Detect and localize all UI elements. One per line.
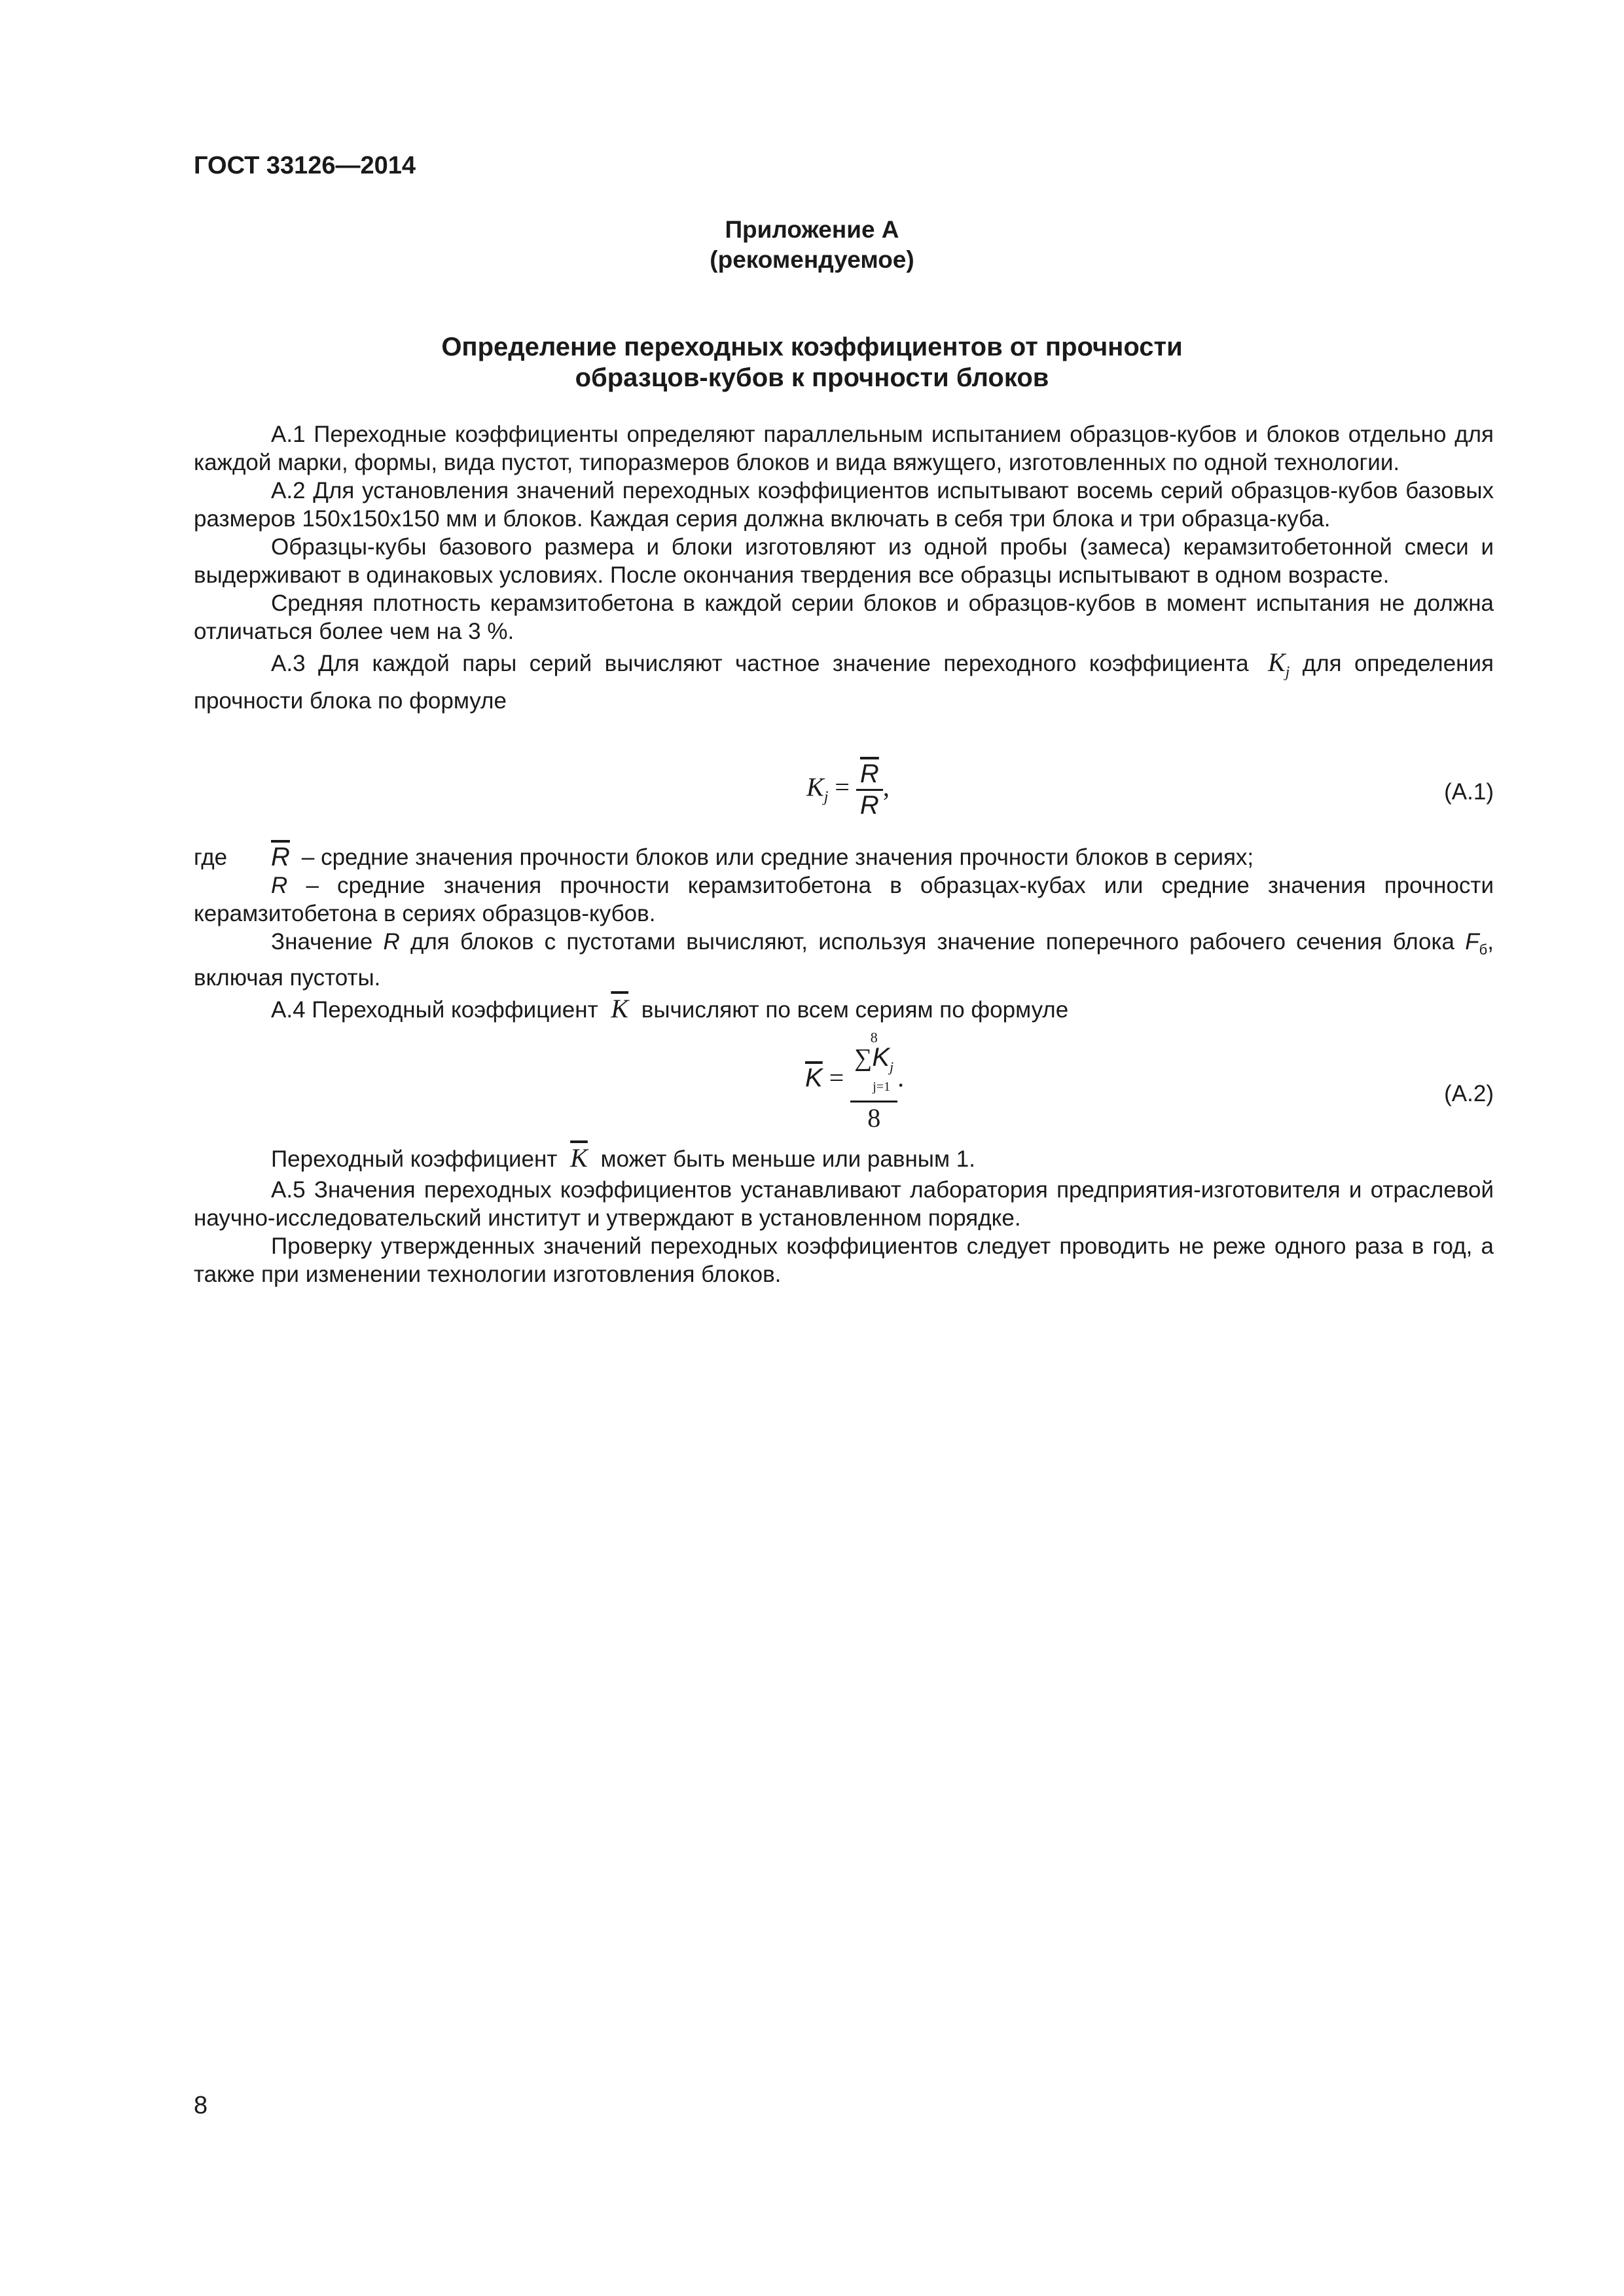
paragraph-a3-text: А.3 Для каждой пары серий вычисляют частное значение переходного коэффициента [271, 651, 1249, 676]
formula-a2-number: (А.2) [1444, 1081, 1494, 1106]
paragraph-a5b: Проверку утвержденных значений переходных коэффициентов следует проводить не реже одного раза в год, а также при изменении технологии изготовления блоков. [194, 1233, 1494, 1287]
body-text-block-2 [194, 843, 1494, 1024]
r-bar-symbol: $\overline{R}$ [271, 843, 290, 871]
formula-a2-fraction: 8 $\sum K_j$ j=1 8 [850, 1028, 897, 1133]
body-text-block-3 [194, 1144, 1494, 1288]
formula-a1-k: K [806, 772, 824, 802]
formula-a2-k: $\overline{K}$ [805, 1063, 823, 1093]
paragraph-a1: А.1 Переходные коэффициенты определяют параллельным испытанием образцов-кубов и блоков отдельно для каждой марки, формы, вида пустот, типоразмеров блоков и вида вяжущего, изготовленных по одной технологии. [194, 422, 1494, 475]
document-code: ГОСТ 33126—2014 [194, 152, 416, 179]
paragraph-k-note: Переходный коэффициент $\overline{K}$ может быть меньше или равным 1. [271, 1143, 975, 1173]
k-bar-symbol: $\overline{K}$ [611, 994, 629, 1023]
body-text-block-1 [194, 420, 1494, 715]
paragraph-a2b: Образцы-кубы базового размера и блоки изготовляют из одной пробы (замеса) керамзитобетонной смеси и выдерживают в одинаковых условиях. После окончания твердения все образцы испытывают в одном возрасте. [194, 534, 1494, 588]
paragraph-a5: А.5 Значения переходных коэффициентов устанавливают лаборатория предприятия-изготовителя и отраслевой научно-исследовательский институт и утверждают в установленном порядке. [194, 1177, 1494, 1231]
where-line-2: R – средние значения прочности керамзитобетона в образцах-кубах или средние значения прочности керамзитобетона в сериях образцов-кубов. [194, 873, 1494, 926]
paragraph-a3 [194, 648, 1494, 715]
annex-title: Приложение А [725, 216, 899, 243]
page-number: 8 [194, 2092, 208, 2119]
where-line-1: где $\overline{R}$ – средние значения прочности блоков или средние значения прочности блоков в сериях; [194, 843, 1254, 871]
formula-a1-number: (А.1) [1444, 779, 1494, 805]
section-title-line-2: образцов-кубов к прочности блоков [575, 363, 1049, 392]
paragraph-a3-text-after: для определения прочности блока по формуле [194, 651, 1494, 714]
kj-symbol: $K_j$ [1267, 647, 1290, 681]
formula-a2: $\overline{K}$ = 8 $\sum K_j$ j=1 8 . [805, 1029, 905, 1133]
paragraph-a2c: Средняя плотность керамзитобетона в каждой серии блоков и образцов-кубов в момент испытания не должна отличаться более чем на 3 %. [194, 591, 1494, 644]
formula-a1: $K_j$ = $\frac{\overline{R}}{R}$ , [806, 759, 890, 820]
paragraph-r-note: Значение R для блоков с пустотами вычисляют, используя значение поперечного рабочего сечения блока $F_б$, включая пустоты. [194, 929, 1494, 991]
section-title-line-1: Определение переходных коэффициентов от прочности [441, 333, 1183, 361]
annex-status: (рекомендуемое) [710, 246, 914, 273]
paragraph-a4: А.4 Переходный коэффициент $\overline{K}$ вычисляют по всем сериям по формуле [271, 994, 1069, 1023]
paragraph-a2: А.2 Для установления значений переходных коэффициентов испытывают восемь серий образцов-кубов базовых размеров 150х150х150 мм и блоков. Каждая серия должна включать в себя три блока и три образца-куба. [194, 478, 1494, 532]
formula-a1-fraction: $\frac{\overline{R}}{R}$ [856, 759, 883, 820]
